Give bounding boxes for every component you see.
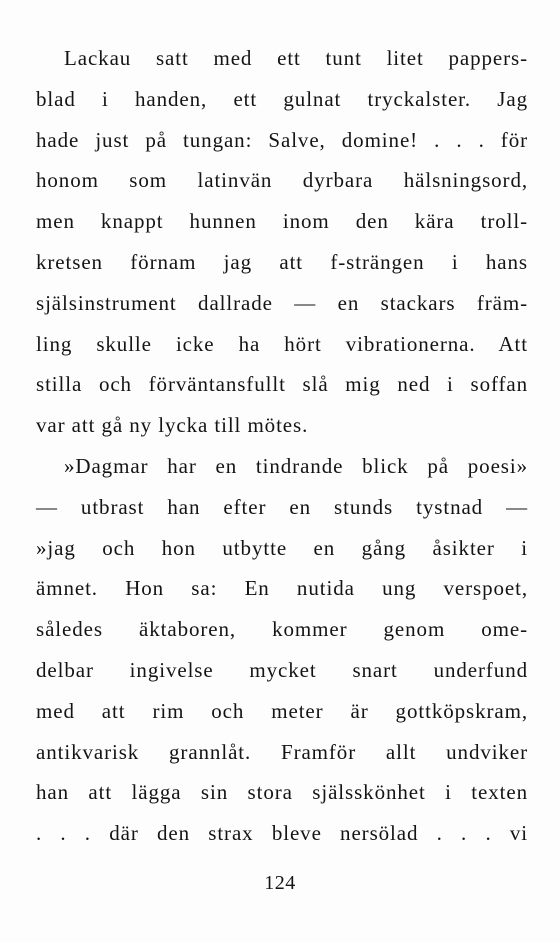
page-number: 124 [264, 872, 296, 894]
text-line: var att gå ny lycka till mötes. [36, 413, 309, 438]
text-line: stilla och förväntansfullt slå mig ned i soffan [36, 372, 528, 397]
text-line: ling skulle icke ha hört vibrationerna. Att [36, 331, 528, 356]
text-line: Lackau satt med ett tunt litet pappers- [64, 46, 528, 70]
text-line: kretsen förnam jag att f-strängen i hans [36, 249, 528, 274]
text-line: »jag och hon utbytte en gång åsikter i [36, 535, 528, 560]
text-line: honom som latinvän dyrbara hälsningsord, [36, 168, 528, 193]
text-line: men knappt hunnen inom den kära troll- [36, 209, 528, 234]
text-line: han att lägga sin stora själsskönhet i texten [36, 780, 528, 805]
text-line: delbar ingivelse mycket snart underfund [36, 657, 528, 682]
text-line: antikvarisk grannlåt. Framför allt undviker [36, 739, 528, 764]
text-line: — utbrast han efter en stunds tystnad — [36, 494, 528, 519]
text-line: hade just på tungan: Salve, domine! . . . för [36, 127, 528, 152]
text-line: med att rim och meter är gottköpskram, [36, 698, 528, 723]
text-line: själsinstrument dallrade — en stackars främ- [36, 290, 528, 315]
text-line: blad i handen, ett gulnat tryckalster. Jag [36, 86, 528, 111]
text-line: ämnet. Hon sa: En nutida ung verspoet, [36, 576, 528, 601]
text-line: »Dagmar har en tindrande blick på poesi» [64, 453, 528, 478]
text-line: . . . där den strax bleve nersölad . . . vi [36, 821, 528, 846]
text-line: således äktaboren, kommer genom ome- [36, 617, 528, 642]
body-text [36, 38, 528, 854]
